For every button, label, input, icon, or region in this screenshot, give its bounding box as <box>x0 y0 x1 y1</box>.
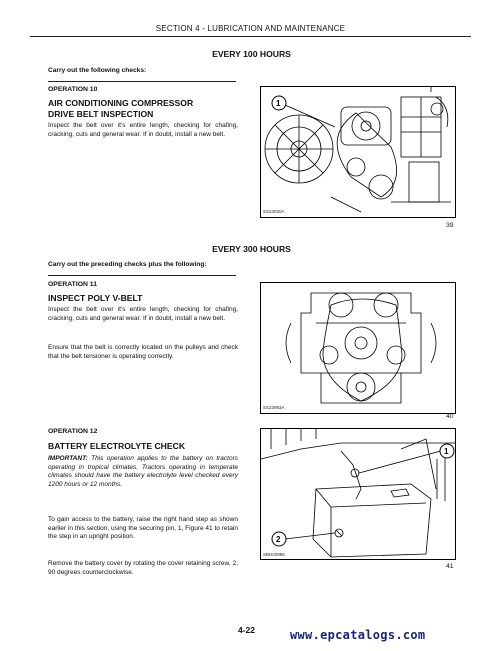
operation-10-title-line2: DRIVE BELT INSPECTION <box>48 109 154 119</box>
operation-10-number: OPERATION 10 <box>48 86 98 93</box>
figure-41-code: SBH02985 <box>263 552 285 557</box>
watermark-text: www.epcatalogs.com <box>290 628 426 642</box>
operation-12-title: BATTERY ELECTROLYTE CHECK <box>48 441 186 451</box>
operation-11-number: OPERATION 11 <box>48 281 97 288</box>
header-rule <box>30 36 471 37</box>
operation-12-body-1: To gain access to the battery, raise the right hand step as shown earlier in this section, using the securing pin, 1, Figure 41 to retain the step in an upright position. <box>48 516 238 541</box>
figure-41-image <box>260 428 456 560</box>
section-title-100-hours: EVERY 100 HOURS <box>212 49 291 59</box>
section-intro-100-hours: Carry out the following checks: <box>48 67 147 74</box>
figure-39-image <box>260 86 456 218</box>
operation-10-title-line1: AIR CONDITIONING COMPRESSOR <box>48 98 194 108</box>
figure-41-number: 41 <box>446 563 454 570</box>
divider <box>48 81 236 82</box>
figure-41-callout-2: 2 <box>276 535 281 544</box>
figure-40-number: 40 <box>446 413 454 420</box>
operation-11-body-2: Ensure that the belt is correctly located on the pulleys and check that the belt tensioner is operating correctly. <box>48 344 238 360</box>
figure-39-callout-1: 1 <box>276 99 281 108</box>
page-number: 4-22 <box>238 625 256 635</box>
operation-12-number: OPERATION 12 <box>48 428 98 435</box>
section-intro-300-hours: Carry out the preceding checks plus the following: <box>48 261 207 268</box>
important-text: This operation applies to the battery on tractors operating in tropical climates. Tractors operating in temperate climates should have the battery electrolyte level checked every 1200 hours or 12 months. <box>48 455 238 488</box>
figure-39-number: 39 <box>446 222 454 229</box>
operation-12-important <box>48 455 238 489</box>
figure-40-code: SS22993A <box>263 405 285 410</box>
operation-10-body: Inspect the belt over it's entire length, checking for chafing, cracking, cuts and general wear. If in doubt, install a new belt. <box>48 122 238 138</box>
operation-11-body-1: Inspect the belt over it's entire length, checking for chafing, cracking, cuts and general wear. If in doubt, install a new belt. <box>48 306 238 322</box>
figure-40-image <box>260 282 456 414</box>
important-label: IMPORTANT: <box>48 455 88 462</box>
section-title-300-hours: EVERY 300 HOURS <box>212 244 291 254</box>
section-header: SECTION 4 - LUBRICATION AND MAINTENANCE <box>155 24 346 33</box>
figure-41-callout-1: 1 <box>444 447 449 456</box>
figure-39-code: SS23020A <box>263 209 285 214</box>
divider <box>48 275 236 276</box>
operation-11-title: INSPECT POLY V-BELT <box>48 293 143 303</box>
operation-12-body-2: Remove the battery cover by rotating the cover retaining screw, 2, 90 degrees counterclockwise. <box>48 560 238 576</box>
